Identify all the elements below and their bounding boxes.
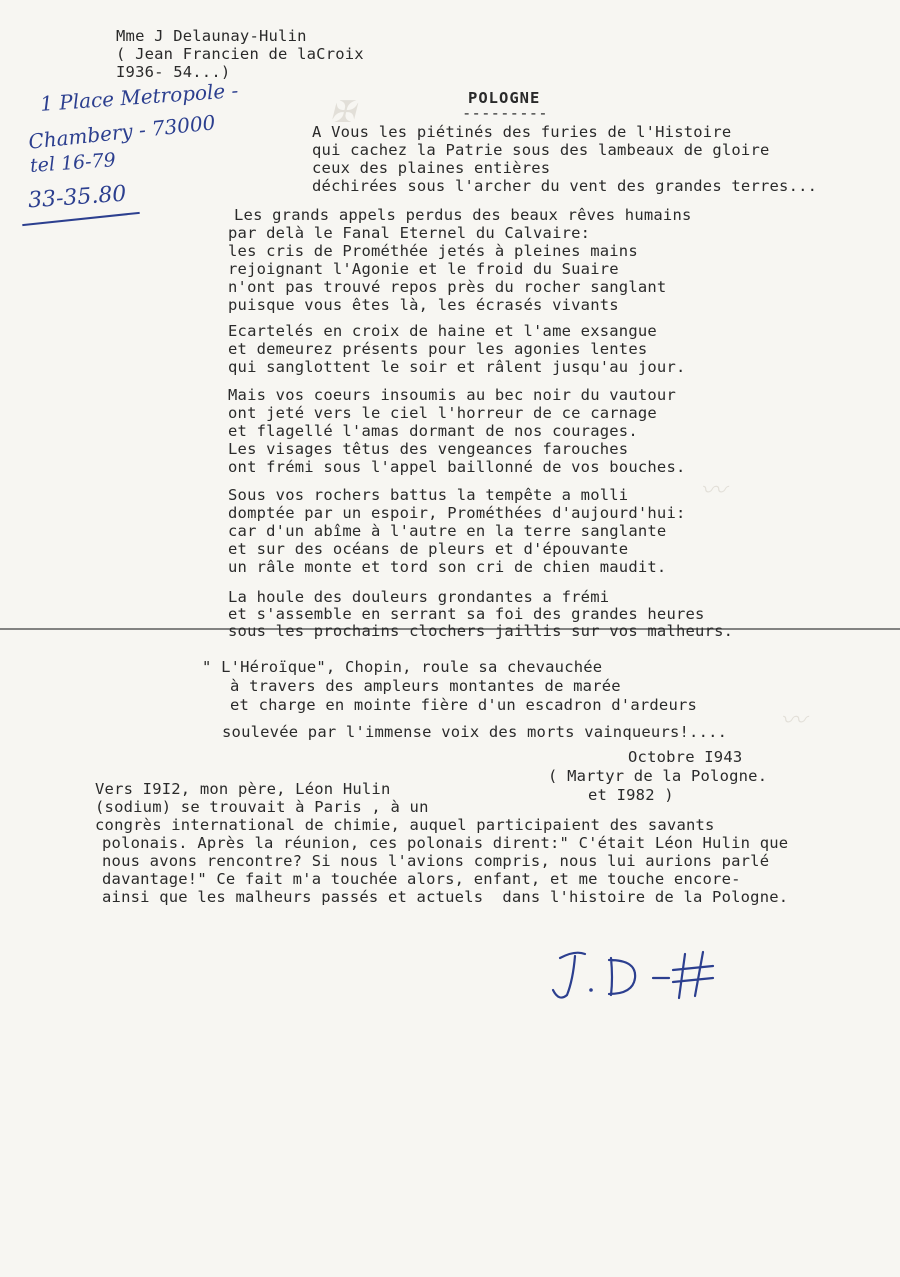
poem-line: et demeurez présents pour les agonies lentes (228, 340, 648, 358)
note-line: Vers I9I2, mon père, Léon Hulin (95, 780, 391, 798)
date-line: et I982 ) (588, 786, 674, 804)
poem-line: La houle des douleurs grondantes a frémi (228, 588, 610, 606)
poem-line: et flagellé l'amas dormant de nos courages. (228, 422, 638, 440)
bleed-through-mark: ✠ (330, 95, 356, 130)
poem-line: Sous vos rochers battus la tempête a molli (228, 486, 629, 504)
poem-line: puisque vous êtes là, les écrasés vivants (228, 296, 619, 314)
note-line: (sodium) se trouvait à Paris , à un (95, 798, 429, 816)
handwritten-underline (22, 212, 140, 226)
poem-line: déchirées sous l'archer du vent des grandes terres... (312, 177, 818, 195)
poem-line: rejoignant l'Agonie et le froid du Suaire (228, 260, 619, 278)
header-line: Mme J Delaunay-Hulin (116, 27, 307, 45)
handwritten-line: 33-35.80 (27, 181, 128, 214)
poem-line: à travers des ampleurs montantes de marée (230, 677, 621, 695)
header-line: ( Jean Francien de laCroix (116, 45, 364, 63)
note-line: polonais. Après la réunion, ces polonais dirent:" C'était Léon Hulin que (102, 834, 789, 852)
poem-line: car d'un abîme à l'autre en la terre sanglante (228, 522, 667, 540)
poem-line: n'ont pas trouvé repos près du rocher sanglant (228, 278, 667, 296)
poem-title: POLOGNE (468, 89, 541, 107)
handwritten-signature (545, 940, 725, 1010)
note-line: nous avons rencontre? Si nous l'avions compris, nous lui aurions parlé (102, 852, 770, 870)
poem-line: Les grands appels perdus des beaux rêves humains (234, 206, 692, 224)
poem-line: Mais vos coeurs insoumis au bec noir du vautour (228, 386, 676, 404)
poem-line: Ecartelés en croix de haine et l'ame exsangue (228, 322, 657, 340)
poem-line: ont frémi sous l'appel baillonné de vos bouches. (228, 458, 686, 476)
poem-line: et sur des océans de pleurs et d'épouvante (228, 540, 629, 558)
header-line: I936- 54...) (116, 63, 231, 81)
bleed-through-mark: 〰 (780, 706, 807, 736)
poem-line: ceux des plaines entières (312, 159, 551, 177)
date-line: Octobre I943 (628, 748, 743, 766)
poem-title-underline: --------- (462, 104, 548, 122)
poem-line: " L'Héroïque", Chopin, roule sa chevauchée (202, 658, 603, 676)
handwritten-line: 1 Place Metropole - (39, 78, 240, 116)
poem-line: un râle monte et tord son cri de chien maudit. (228, 558, 667, 576)
poem-line: par delà le Fanal Eternel du Calvaire: (228, 224, 591, 242)
bleed-through-mark: 〰 (700, 476, 727, 506)
note-line: davantage!" Ce fait m'a touchée alors, enfant, et me touche encore- (102, 870, 741, 888)
poem-line: les cris de Prométhée jetés à pleines mains (228, 242, 638, 260)
note-line: ainsi que les malheurs passés et actuels dans l'histoire de la Pologne. (102, 888, 789, 906)
poem-line: et charge en mointe fière d'un escadron d'ardeurs (230, 696, 698, 714)
note-line: congrès international de chimie, auquel participaient des savants (95, 816, 715, 834)
poem-line: Les visages têtus des vengeances farouches (228, 440, 629, 458)
poem-line: soulevée par l'immense voix des morts vainqueurs!.... (222, 723, 728, 741)
poem-line: A Vous les piétinés des furies de l'Histoire (312, 123, 732, 141)
handwritten-line: Chambery - 73000 (27, 110, 217, 154)
poem-line: ont jeté vers le ciel l'horreur de ce carnage (228, 404, 657, 422)
poem-line: sous les prochains clochers jaillis sur vos malheurs. (228, 622, 734, 640)
poem-line: domptée par un espoir, Prométhées d'aujourd'hui: (228, 504, 686, 522)
date-line: ( Martyr de la Pologne. (548, 767, 768, 785)
poem-line: qui cachez la Patrie sous des lambeaux de gloire (312, 141, 770, 159)
handwritten-line: tel 16-79 (29, 149, 117, 177)
poem-line: qui sanglottent le soir et râlent jusqu'au jour. (228, 358, 686, 376)
poem-line: et s'assemble en serrant sa foi des grandes heures (228, 605, 705, 623)
